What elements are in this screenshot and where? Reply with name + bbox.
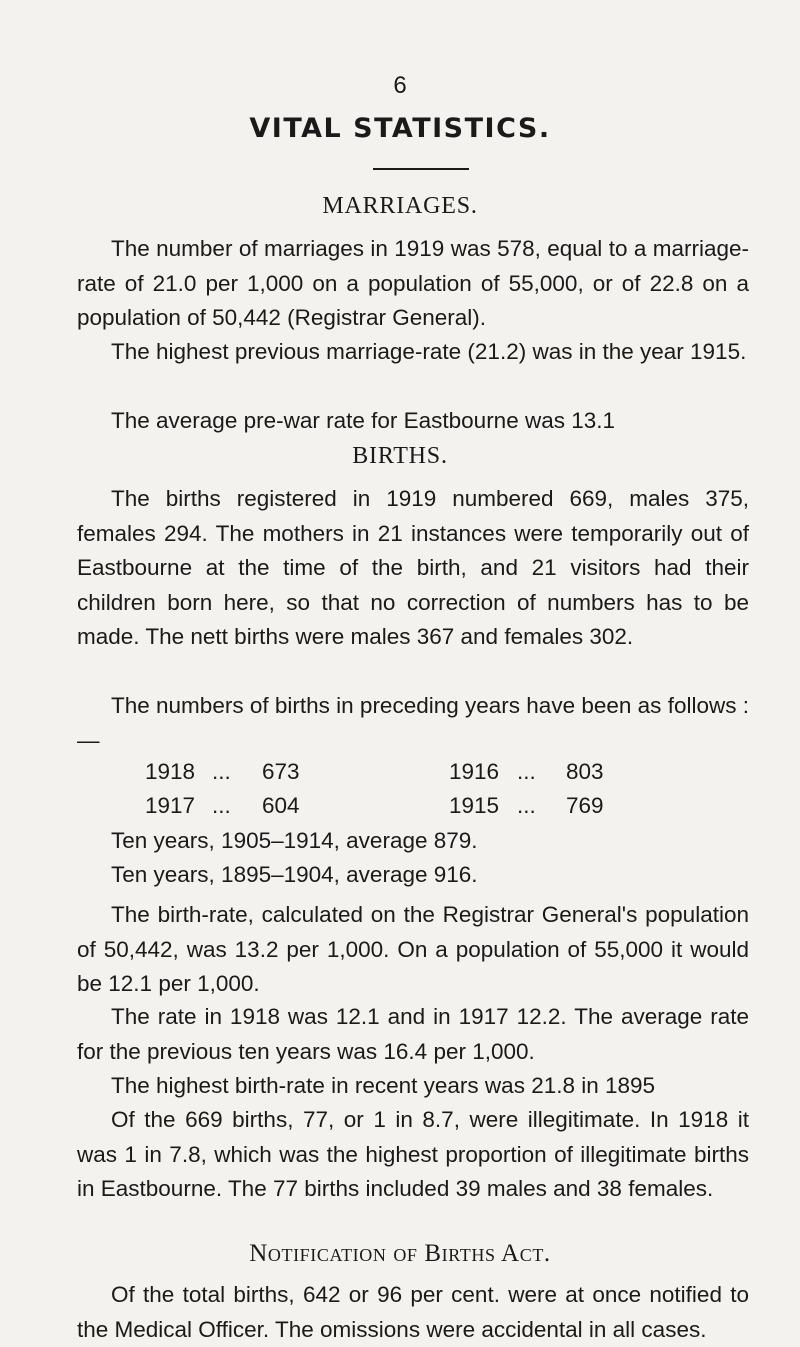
table-value: 803 bbox=[566, 759, 604, 784]
table-value: 769 bbox=[566, 793, 604, 818]
table-row bbox=[0, 793, 800, 827]
ten-year-average-2: Ten years, 1895–1904, average 916. bbox=[111, 862, 478, 887]
marriages-paragraph-1: The number of marriages in 1919 was 578, equal to a marriage-rate of 21.0 per 1,000 on a population of 55,000, or of 22.8 on a population of 50,442 (Registrar General). bbox=[77, 236, 749, 330]
births-paragraph-4: The rate in 1918 was 12.1 and in 1917 12.2. The average rate for the previous ten years was 16.4 per 1,000. bbox=[77, 1004, 749, 1064]
births-paragraph-2: The numbers of births in preceding years have been as follows :— bbox=[77, 693, 749, 753]
table-year: 1917 bbox=[145, 793, 196, 818]
table-year: 1916 bbox=[449, 759, 500, 784]
table-row bbox=[0, 759, 800, 793]
births-paragraph-3: The birth-rate, calculated on the Registrar General's population of 50,442, was 13.2 per 1,000. On a population of 55,000 it would be 12.1 per 1,000. bbox=[77, 902, 749, 996]
table-leader: ... bbox=[212, 759, 231, 784]
births-heading: BIRTHS. bbox=[352, 443, 448, 469]
marriages-heading: MARRIAGES. bbox=[322, 193, 478, 219]
notification-paragraph-1: Of the total births, 642 or 96 per cent. were at once notified to the Medical Officer. The omissions were accidental in all cases. bbox=[77, 1282, 749, 1342]
page-title: VITAL STATISTICS. bbox=[249, 113, 551, 144]
notification-heading: Notification of Births Act. bbox=[249, 1240, 551, 1267]
births-paragraph-1: The births registered in 1919 numbered 669, males 375, females 294. The mothers in 21 instances were temporarily out of Eastbourne at the time of the birth, and 21 visitors had their children born here, so that no correction of numbers has to be made. The nett births were males 367 and females 302. bbox=[77, 486, 749, 649]
table-value: 673 bbox=[262, 759, 300, 784]
table-year: 1915 bbox=[449, 793, 500, 818]
marriages-paragraph-3: The average pre-war rate for Eastbourne was 13.1 bbox=[111, 408, 616, 433]
table-year: 1918 bbox=[145, 759, 196, 784]
table-leader: ... bbox=[517, 793, 536, 818]
ten-year-average-1: Ten years, 1905–1914, average 879. bbox=[111, 828, 478, 853]
page-number: 6 bbox=[393, 72, 407, 99]
marriages-paragraph-2: The highest previous marriage-rate (21.2) was in the year 1915. bbox=[111, 339, 747, 364]
title-divider bbox=[373, 168, 469, 170]
table-leader: ... bbox=[517, 759, 536, 784]
table-value: 604 bbox=[262, 793, 300, 818]
births-paragraph-6: Of the 669 births, 77, or 1 in 8.7, were illegitimate. In 1918 it was 1 in 7.8, which was the highest proportion of illegitimate births in Eastbourne. The 77 births included 39 males and 38 females. bbox=[77, 1107, 749, 1201]
table-leader: ... bbox=[212, 793, 231, 818]
births-paragraph-5: The highest birth-rate in recent years was 21.8 in 1895 bbox=[111, 1073, 656, 1098]
